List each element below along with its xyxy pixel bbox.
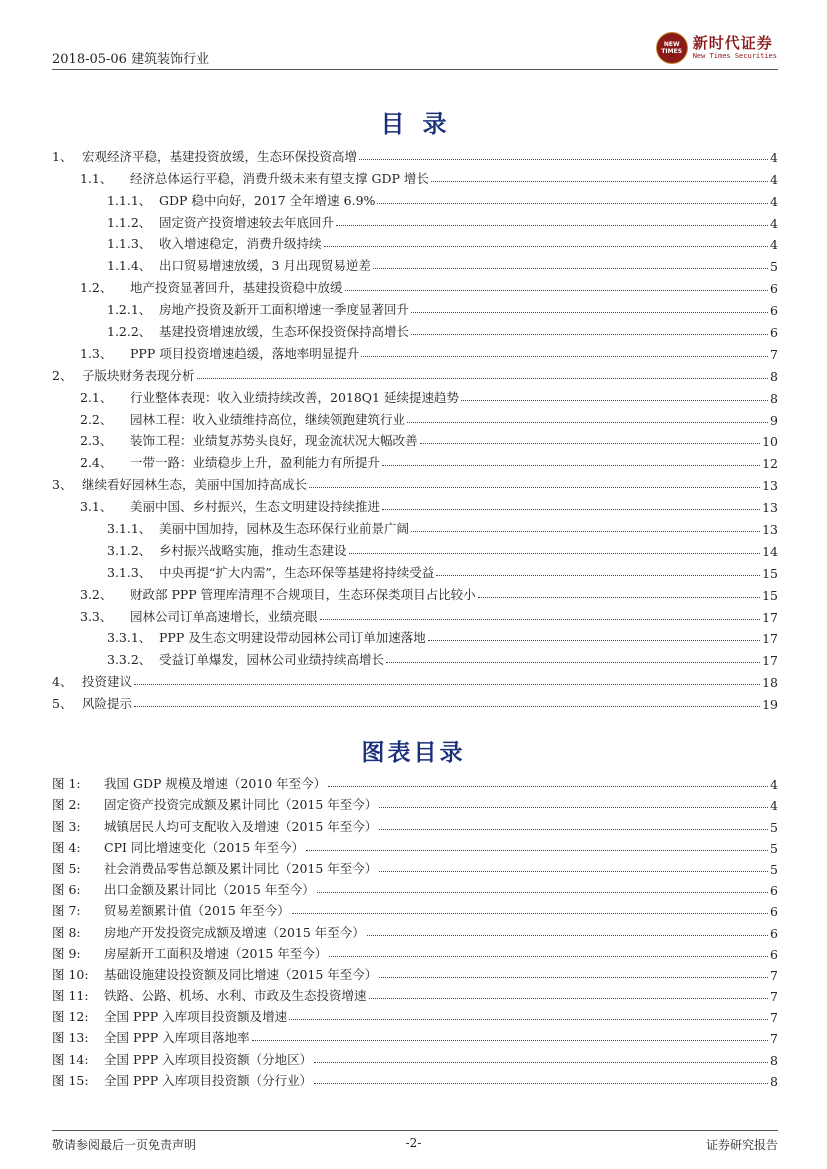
entry-page: 14	[762, 543, 778, 559]
figure-entry[interactable]	[52, 941, 778, 962]
entry-title: 美丽中国、乡村振兴，生态文明建设持续推进	[130, 499, 381, 515]
toc-entry[interactable]	[52, 318, 778, 340]
entry-number: 3.1.3、	[107, 564, 152, 580]
entry-title: 中央再提“扩大内需”，生态环保等基建将持续受益	[159, 564, 435, 580]
toc-entry[interactable]	[52, 406, 778, 428]
entry-number: 图 5:	[52, 860, 81, 876]
entry-page: 4	[770, 798, 778, 814]
entry-page: 13	[762, 522, 778, 538]
entry-title: 我国 GDP 规模及增速（2010 年至今）	[104, 776, 327, 792]
entry-title: 子版块财务表现分析	[82, 367, 195, 383]
entry-page: 7	[770, 1031, 778, 1047]
entry-number: 图 2:	[52, 797, 81, 813]
entry-page: 4	[770, 171, 778, 187]
entry-page: 4	[770, 215, 778, 231]
logo-name-cn: 新时代证券	[692, 34, 773, 52]
figure-list	[52, 771, 778, 1089]
entry-leader	[382, 509, 760, 510]
entry-leader	[373, 268, 768, 269]
figure-entry[interactable]	[52, 1046, 778, 1067]
entry-number: 1.1.2、	[107, 214, 152, 230]
entry-title: 社会消费品零售总额及累计同比（2015 年至今）	[104, 860, 378, 876]
entry-leader	[461, 400, 768, 401]
figure-entry[interactable]	[52, 792, 778, 813]
entry-page: 15	[762, 587, 778, 603]
entry-title: 房地产开发投资完成额及增速（2015 年至今）	[104, 924, 365, 940]
entry-title: 宏观经济平稳，基建投资放缓，生态环保投资高增	[82, 148, 358, 164]
entry-number: 图 13:	[52, 1030, 89, 1046]
entry-number: 3.1、	[80, 499, 113, 515]
footer-disclaimer[interactable]: 敬请参阅最后一页免责声明	[52, 1138, 197, 1152]
entry-page: 15	[762, 565, 778, 581]
entry-leader	[329, 956, 768, 957]
entry-title: 全国 PPP 入库项目落地率	[104, 1030, 250, 1046]
entry-leader	[377, 203, 768, 204]
entry-number: 图 15:	[52, 1072, 89, 1088]
entry-number: 3.2、	[80, 586, 113, 602]
entry-number: 2、	[52, 367, 73, 383]
entry-page: 5	[770, 259, 778, 275]
entry-leader	[411, 531, 760, 532]
entry-number: 2.3、	[80, 433, 113, 449]
company-logo	[656, 32, 777, 64]
entry-leader	[306, 850, 768, 851]
entry-page: 18	[762, 675, 778, 691]
entry-page: 7	[770, 989, 778, 1005]
figure-entry[interactable]	[52, 983, 778, 1004]
entry-number: 1.1.4、	[107, 258, 152, 274]
footer-divider	[52, 1130, 778, 1131]
entry-leader	[320, 619, 761, 620]
entry-title: 投资建议	[82, 674, 133, 690]
entry-page: 5	[770, 819, 778, 835]
entry-title: 装饰工程：业绩复苏势头良好，现金流状况大幅改善	[130, 433, 418, 449]
toc-entry[interactable]	[52, 296, 778, 318]
entry-leader	[134, 684, 760, 685]
entry-page: 4	[770, 237, 778, 253]
entry-leader	[292, 913, 768, 914]
entry-title: 乡村振兴战略实施，推动生态建设	[159, 542, 347, 558]
entry-leader	[369, 998, 769, 999]
entry-leader	[345, 290, 769, 291]
entry-leader	[379, 829, 768, 830]
toc-entry[interactable]	[52, 274, 778, 296]
entry-title: GDP 稳中向好，2017 全年增速 6.9%	[159, 192, 376, 208]
entry-title: 城镇居民人均可支配收入及增速（2015 年至今）	[104, 818, 378, 834]
entry-page: 8	[770, 368, 778, 384]
toc-entry[interactable]	[52, 340, 778, 362]
figure-entry[interactable]	[52, 919, 778, 940]
entry-number: 5、	[52, 696, 73, 712]
entry-number: 1.3、	[80, 345, 113, 361]
toc-list	[52, 143, 778, 712]
entry-leader	[411, 312, 768, 313]
toc-entry[interactable]	[52, 384, 778, 406]
entry-page: 8	[770, 1073, 778, 1089]
entry-number: 图 14:	[52, 1051, 89, 1067]
entry-title: 基础设施建设投资额及同比增速（2015 年至今）	[104, 966, 378, 982]
entry-number: 1.1.1、	[107, 192, 152, 208]
entry-page: 6	[770, 303, 778, 319]
entry-page: 10	[762, 434, 778, 450]
figure-entry[interactable]	[52, 856, 778, 877]
toc-entry[interactable]	[52, 625, 778, 647]
entry-number: 1.2.1、	[107, 302, 152, 318]
toc-entry[interactable]	[52, 646, 778, 668]
entry-page: 19	[762, 697, 778, 713]
entry-title: 经济总体运行平稳，消费升级未来有望支撑 GDP 增长	[130, 170, 429, 186]
entry-page: 5	[770, 861, 778, 877]
entry-page: 7	[770, 967, 778, 983]
entry-title: 美丽中国加持，园林及生态环保行业前景广阔	[159, 521, 410, 537]
footer-report-type: 证券研究报告	[705, 1138, 778, 1152]
entry-number: 1.1、	[80, 170, 113, 186]
entry-leader	[367, 935, 768, 936]
toc-title: 目录	[380, 109, 465, 138]
entry-leader	[314, 1062, 768, 1063]
entry-number: 3、	[52, 477, 73, 493]
entry-leader	[478, 597, 760, 598]
entry-leader	[197, 378, 769, 379]
entry-title: 行业整体表现：收入业绩持续改善，2018Q1 延续提速趋势	[130, 389, 459, 405]
entry-number: 3.1.1、	[107, 521, 152, 537]
toc-entry[interactable]	[52, 187, 778, 209]
toc-entry[interactable]	[52, 449, 778, 471]
entry-leader	[379, 871, 768, 872]
entry-leader	[134, 706, 760, 707]
entry-page: 7	[770, 346, 778, 362]
toc-entry[interactable]	[52, 165, 778, 187]
entry-number: 图 4:	[52, 839, 81, 855]
entry-leader	[314, 1083, 768, 1084]
entry-title: 出口金额及累计同比（2015 年至今）	[104, 882, 315, 898]
page-number: -2-	[405, 1136, 422, 1150]
entry-page: 8	[770, 390, 778, 406]
entry-title: 继续看好园林生态，美丽中国加持高成长	[82, 477, 308, 493]
figure-list-title: 图表目录	[361, 739, 466, 766]
entry-page: 13	[762, 500, 778, 516]
entry-number: 2.4、	[80, 455, 113, 471]
entry-number: 图 11:	[52, 988, 89, 1004]
figure-entry[interactable]	[52, 771, 778, 792]
entry-number: 2.2、	[80, 411, 113, 427]
figure-entry[interactable]	[52, 813, 778, 834]
entry-leader	[289, 1019, 768, 1020]
entry-leader	[431, 181, 768, 182]
logo-badge-icon: NEW TIMES	[656, 32, 688, 64]
entry-title: 房地产投资及新开工面积增速一季度显著回升	[159, 302, 410, 318]
toc-entry[interactable]	[52, 537, 778, 559]
toc-entry[interactable]	[52, 603, 778, 625]
toc-entry[interactable]	[52, 515, 778, 537]
entry-title: 铁路、公路、机场、水利、市政及生态投资增速	[104, 988, 367, 1004]
entry-number: 3.3.2、	[107, 652, 152, 668]
entry-leader	[407, 422, 768, 423]
entry-number: 图 12:	[52, 1009, 89, 1025]
entry-title: 全国 PPP 入库项目投资额（分行业）	[104, 1072, 313, 1088]
header-divider	[52, 69, 778, 70]
entry-number: 1.1.3、	[107, 236, 152, 252]
entry-title: 风险提示	[82, 696, 133, 712]
entry-page: 6	[770, 925, 778, 941]
toc-entry[interactable]	[52, 668, 778, 690]
entry-page: 6	[770, 325, 778, 341]
entry-leader	[411, 334, 768, 335]
entry-number: 图 10:	[52, 966, 89, 982]
entry-title: 受益订单爆发，园林公司业绩持续高增长	[159, 652, 385, 668]
toc-entry[interactable]	[52, 581, 778, 603]
figure-entry[interactable]	[52, 1068, 778, 1089]
entry-title: 贸易差额累计值（2015 年至今）	[104, 903, 290, 919]
entry-page: 4	[770, 149, 778, 165]
entry-page: 6	[770, 281, 778, 297]
entry-page: 9	[770, 412, 778, 428]
entry-title: 财政部 PPP 管理库清理不合规项目，生态环保类项目占比较小	[130, 586, 476, 602]
entry-title: 园林工程：收入业绩维持高位，继续领跑建筑行业	[130, 411, 406, 427]
entry-title: CPI 同比增速变化（2015 年至今）	[104, 839, 305, 855]
entry-leader	[382, 465, 760, 466]
entry-title: 收入增速稳定，消费升级持续	[159, 236, 322, 252]
entry-page: 6	[770, 883, 778, 899]
entry-page: 7	[770, 1010, 778, 1026]
entry-number: 图 1:	[52, 776, 81, 792]
entry-number: 图 7:	[52, 903, 81, 919]
entry-page: 4	[770, 193, 778, 209]
entry-page: 4	[770, 777, 778, 793]
entry-page: 12	[762, 456, 778, 472]
entry-page: 6	[770, 904, 778, 920]
entry-page: 13	[762, 478, 778, 494]
header-date-sector: 2018-05-06 建筑装饰行业	[52, 52, 210, 67]
entry-page: 17	[762, 609, 778, 625]
toc-entry[interactable]	[52, 493, 778, 515]
figure-entry[interactable]	[52, 1025, 778, 1046]
toc-entry[interactable]	[52, 428, 778, 450]
figure-entry[interactable]	[52, 898, 778, 919]
entry-title: 一带一路：业绩稳步上升，盈利能力有所提升	[130, 455, 381, 471]
figure-entry[interactable]	[52, 877, 778, 898]
entry-leader	[336, 225, 768, 226]
entry-page: 8	[770, 1052, 778, 1068]
entry-page: 17	[762, 653, 778, 669]
entry-leader	[324, 246, 769, 247]
entry-leader	[252, 1040, 768, 1041]
entry-number: 3.3.1、	[107, 630, 152, 646]
entry-page: 6	[770, 946, 778, 962]
entry-number: 1.2.2、	[107, 324, 152, 340]
entry-title: 全国 PPP 入库项目投资额及增速	[104, 1009, 288, 1025]
entry-leader	[349, 553, 761, 554]
toc-entry[interactable]	[52, 252, 778, 274]
entry-number: 图 6:	[52, 882, 81, 898]
entry-number: 1、	[52, 148, 73, 164]
entry-title: PPP 及生态文明建设带动园林公司订单加速落地	[159, 630, 426, 646]
entry-title: 地产投资显著回升，基建投资稳中放缓	[130, 280, 343, 296]
entry-title: 固定资产投资增速较去年底回升	[159, 214, 335, 230]
entry-leader	[386, 662, 760, 663]
toc-entry[interactable]	[52, 143, 778, 165]
entry-number: 3.1.2、	[107, 542, 152, 558]
entry-title: 出口贸易增速放缓，3 月出现贸易逆差	[159, 258, 371, 274]
entry-number: 3.3、	[80, 608, 113, 624]
entry-number: 图 8:	[52, 924, 81, 940]
entry-title: PPP 项目投资增速趋缓，落地率明显提升	[130, 345, 360, 361]
entry-page: 17	[762, 631, 778, 647]
entry-title: 房屋新开工面积及增速（2015 年至今）	[104, 945, 328, 961]
toc-entry[interactable]	[52, 471, 778, 493]
entry-leader	[328, 786, 768, 787]
entry-number: 2.1、	[80, 389, 113, 405]
figure-entry[interactable]	[52, 962, 778, 983]
entry-leader	[361, 356, 768, 357]
figure-entry[interactable]	[52, 1004, 778, 1025]
entry-title: 全国 PPP 入库项目投资额（分地区）	[104, 1051, 313, 1067]
entry-leader	[309, 487, 760, 488]
entry-number: 1.2、	[80, 280, 113, 296]
entry-title: 基建投资增速放缓，生态环保投资保持高增长	[159, 324, 410, 340]
entry-number: 图 9:	[52, 945, 81, 961]
entry-title: 固定资产投资完成额及累计同比（2015 年至今）	[104, 797, 378, 813]
toc-entry[interactable]	[52, 690, 778, 712]
entry-number: 4、	[52, 674, 73, 690]
logo-name-en: New Times Securities	[692, 52, 777, 60]
entry-number: 图 3:	[52, 818, 81, 834]
toc-entry[interactable]	[52, 362, 778, 384]
entry-leader	[420, 443, 761, 444]
entry-page: 5	[770, 840, 778, 856]
entry-leader	[428, 640, 760, 641]
figure-entry[interactable]	[52, 835, 778, 856]
toc-entry[interactable]	[52, 231, 778, 253]
entry-leader	[359, 159, 768, 160]
entry-leader	[379, 807, 768, 808]
toc-entry[interactable]	[52, 559, 778, 581]
entry-title: 园林公司订单高速增长，业绩亮眼	[130, 608, 318, 624]
entry-leader	[379, 977, 768, 978]
entry-leader	[317, 892, 768, 893]
entry-leader	[436, 575, 760, 576]
toc-entry[interactable]	[52, 209, 778, 231]
